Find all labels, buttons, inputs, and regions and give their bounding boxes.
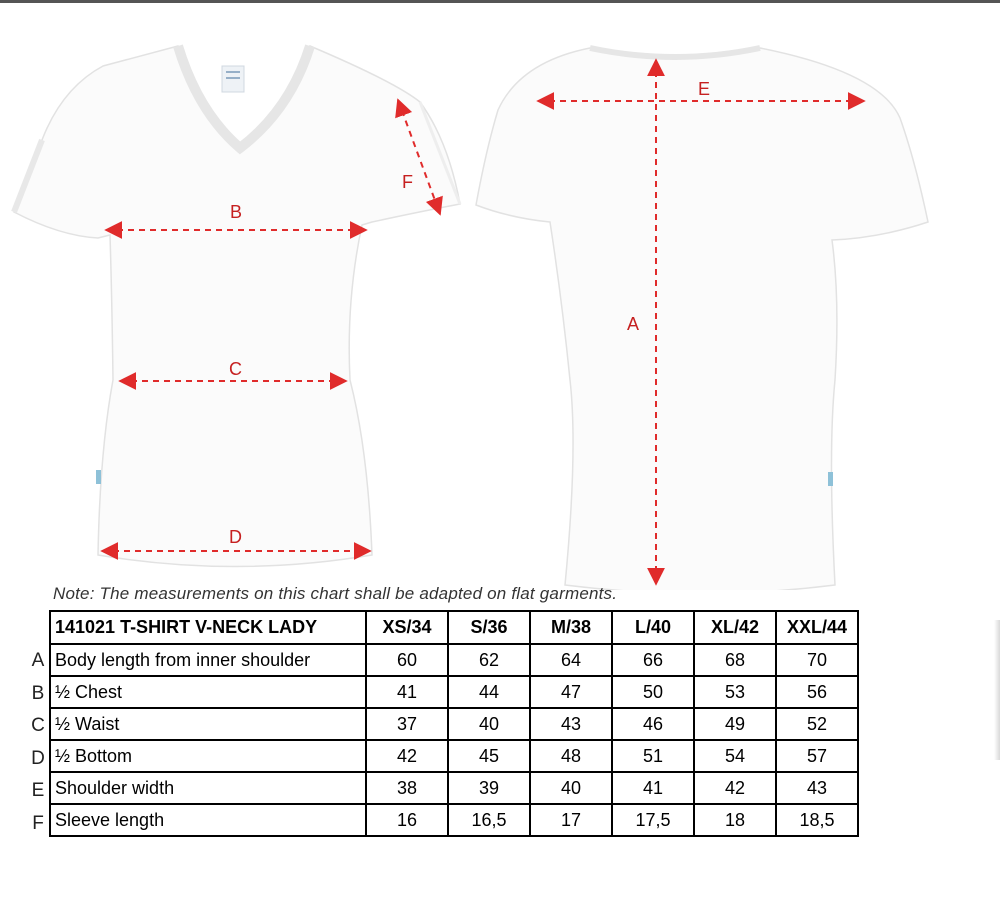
brand-tag-icon xyxy=(222,66,244,92)
row-label: Body length from inner shoulder xyxy=(50,644,366,676)
table-cell: 16 xyxy=(366,804,448,836)
table-cell: 52 xyxy=(776,708,858,740)
size-chart-table xyxy=(49,610,859,837)
size-header: XS/34 xyxy=(366,611,448,644)
table-row xyxy=(50,676,858,708)
side-label-icon xyxy=(96,470,101,484)
row-key: D xyxy=(31,747,45,769)
table-cell: 43 xyxy=(776,772,858,804)
label-d: D xyxy=(229,527,242,547)
label-f: F xyxy=(402,172,413,192)
table-cell: 39 xyxy=(448,772,530,804)
table-cell: 45 xyxy=(448,740,530,772)
size-header: XL/42 xyxy=(694,611,776,644)
table-cell: 43 xyxy=(530,708,612,740)
table-cell: 70 xyxy=(776,644,858,676)
size-header: M/38 xyxy=(530,611,612,644)
front-shirt xyxy=(14,46,460,567)
table-cell: 40 xyxy=(448,708,530,740)
table-header-row xyxy=(50,611,858,644)
table-cell: 41 xyxy=(612,772,694,804)
table-cell: 64 xyxy=(530,644,612,676)
table-row xyxy=(50,644,858,676)
label-b: B xyxy=(230,202,243,222)
table-cell: 54 xyxy=(694,740,776,772)
table-row xyxy=(50,804,858,836)
table-cell: 57 xyxy=(776,740,858,772)
table-cell: 18,5 xyxy=(776,804,858,836)
label-a: A xyxy=(627,314,640,334)
back-side-label-icon xyxy=(828,472,833,486)
table-cell: 17,5 xyxy=(612,804,694,836)
table-cell: 38 xyxy=(366,772,448,804)
scroll-edge xyxy=(994,620,1000,760)
table-cell: 66 xyxy=(612,644,694,676)
size-header: S/36 xyxy=(448,611,530,644)
table-cell: 48 xyxy=(530,740,612,772)
table-cell: 42 xyxy=(694,772,776,804)
table-title: 141021 T-SHIRT V-NECK LADY xyxy=(50,611,366,644)
row-key: F xyxy=(32,812,44,834)
table-cell: 50 xyxy=(612,676,694,708)
back-shirt xyxy=(476,48,928,590)
table-cell: 44 xyxy=(448,676,530,708)
row-label: ½ Chest xyxy=(50,676,366,708)
row-label: ½ Waist xyxy=(50,708,366,740)
row-key: C xyxy=(31,715,45,736)
table-cell: 40 xyxy=(530,772,612,804)
table-cell: 62 xyxy=(448,644,530,676)
size-header: L/40 xyxy=(612,611,694,644)
table-row xyxy=(50,708,858,740)
size-header: XXL/44 xyxy=(776,611,858,644)
table-cell: 42 xyxy=(366,740,448,772)
table-cell: 16,5 xyxy=(448,804,530,836)
table-cell: 49 xyxy=(694,708,776,740)
row-label: Shoulder width xyxy=(50,772,366,804)
table-row xyxy=(50,772,858,804)
label-c: C xyxy=(229,359,242,379)
row-key-column xyxy=(28,645,48,840)
table-cell: 68 xyxy=(694,644,776,676)
row-key: A xyxy=(31,650,45,671)
measurement-note: Note: The measurements on this chart shall be adapted on flat garments. xyxy=(53,584,618,603)
table-cell: 41 xyxy=(366,676,448,708)
table-cell: 37 xyxy=(366,708,448,740)
table-cell: 53 xyxy=(694,676,776,708)
row-key: B xyxy=(31,682,45,704)
table-cell: 51 xyxy=(612,740,694,772)
table-cell: 60 xyxy=(366,644,448,676)
table-cell: 56 xyxy=(776,676,858,708)
table-cell: 17 xyxy=(530,804,612,836)
label-e: E xyxy=(698,79,711,99)
row-label: Sleeve length xyxy=(50,804,366,836)
table-cell: 46 xyxy=(612,708,694,740)
row-label: ½ Bottom xyxy=(50,740,366,772)
table-row xyxy=(50,740,858,772)
table-cell: 47 xyxy=(530,676,612,708)
row-key: E xyxy=(31,780,45,801)
table-cell: 18 xyxy=(694,804,776,836)
